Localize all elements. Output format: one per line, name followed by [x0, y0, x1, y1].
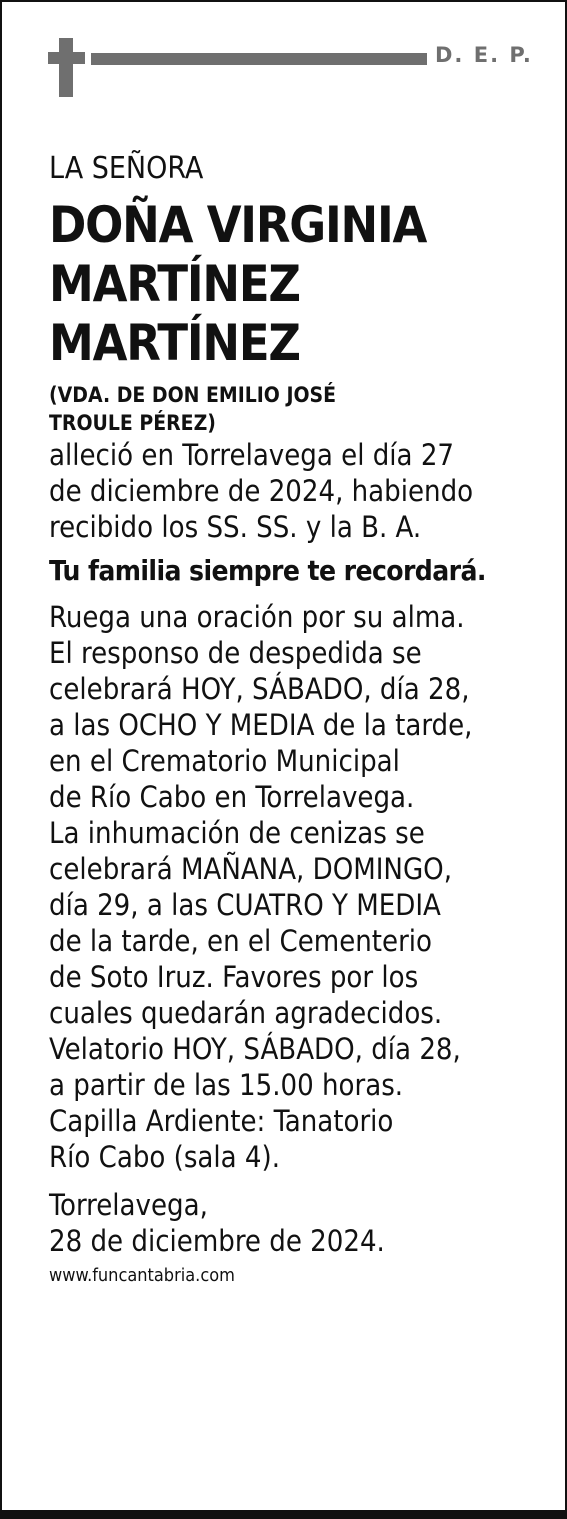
death-paragraph	[49, 437, 551, 545]
name-line: MARTÍNEZ	[49, 314, 300, 372]
widow-note	[49, 381, 551, 437]
text-line: 28 de diciembre de 2024.	[49, 1224, 385, 1258]
text-line: en el Crematorio Municipal	[49, 744, 400, 778]
family-motto: Tu familia siempre te recordará.	[49, 554, 486, 587]
deceased-name	[49, 196, 551, 373]
name-line: MARTÍNEZ	[49, 255, 300, 313]
service-paragraph	[49, 599, 551, 1175]
text-line: Torrelavega,	[49, 1188, 208, 1222]
text-line: cuales quedarán agradecidos.	[49, 996, 443, 1030]
text-line: celebrará MAÑANA, DOMINGO,	[49, 852, 452, 886]
text-line: de diciembre de 2024, habiendo	[49, 474, 474, 508]
text-line: recibido los SS. SS. y la B. A.	[49, 510, 422, 544]
text-line: El responso de despedida se	[49, 636, 422, 670]
text-line: a las OCHO Y MEDIA de la tarde,	[49, 708, 473, 742]
text-line: de la tarde, en el Cementerio	[49, 924, 433, 958]
website-link[interactable]: www.funcantabria.com	[49, 1265, 235, 1286]
widow-line: (VDA. DE DON EMILIO JOSÉ	[49, 383, 337, 407]
text-line: alleció en Torrelavega el día 27	[49, 438, 455, 472]
text-line: Río Cabo (sala 4).	[49, 1140, 280, 1174]
cross-icon	[59, 38, 73, 97]
name-line: DOÑA VIRGINIA	[49, 196, 427, 254]
text-line: Velatorio HOY, SÁBADO, día 28,	[49, 1032, 461, 1066]
pre-title: LA SEÑORA	[49, 151, 204, 186]
obituary-body	[49, 150, 551, 1287]
text-line: Ruega una oración por su alma.	[49, 600, 465, 634]
text-line: celebrará HOY, SÁBADO, día 28,	[49, 672, 470, 706]
widow-line: TROULE PÉREZ)	[49, 411, 216, 435]
cross-icon-arm	[48, 52, 85, 64]
header-rule	[91, 53, 427, 65]
dep-label: D. E. P.	[435, 43, 533, 67]
text-line: día 29, a las CUATRO Y MEDIA	[49, 888, 441, 922]
text-line: de Río Cabo en Torrelavega.	[49, 780, 415, 814]
place-date	[49, 1187, 551, 1259]
text-line: Capilla Ardiente: Tanatorio	[49, 1104, 394, 1138]
text-line: a partir de las 15.00 horas.	[49, 1068, 404, 1102]
text-line: La inhumación de cenizas se	[49, 816, 425, 850]
text-line: de Soto Iruz. Favores por los	[49, 960, 419, 994]
